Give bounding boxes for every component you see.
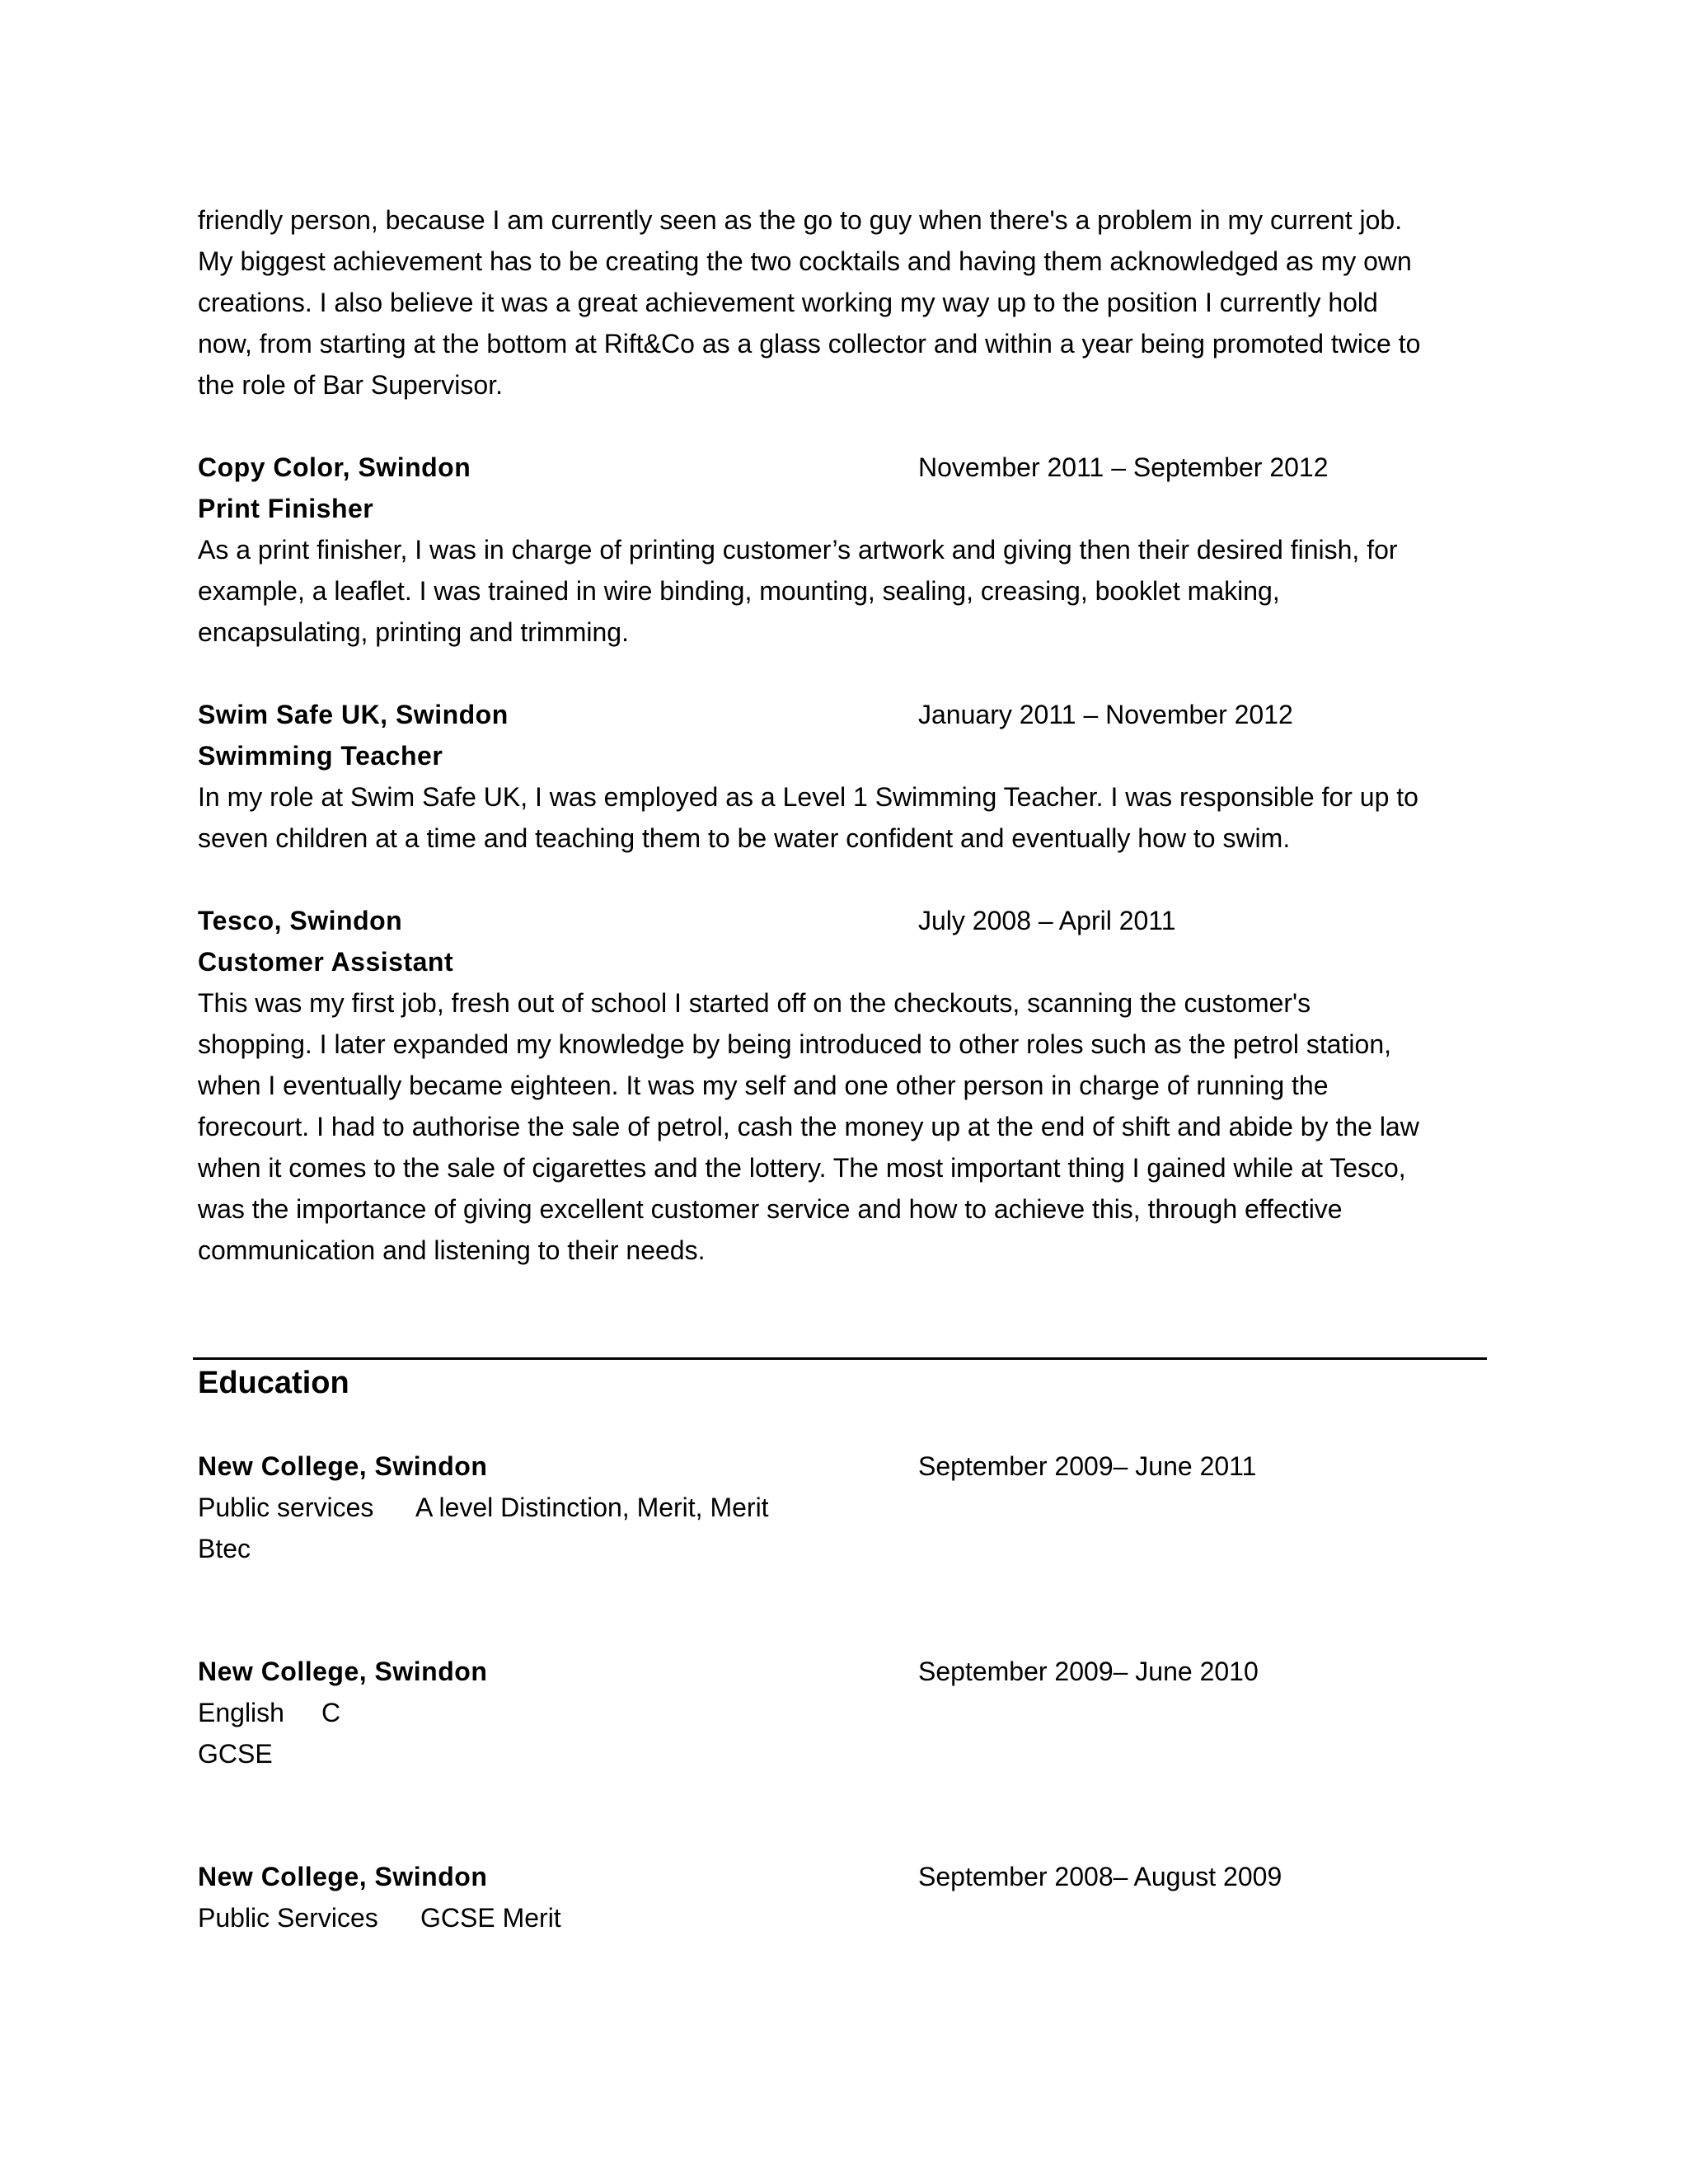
education-grade: A level Distinction, Merit, Merit <box>415 1493 769 1522</box>
education-subject: English <box>198 1698 284 1727</box>
job-description-line: encapsulating, printing and trimming. <box>198 617 629 647</box>
job-entry-copy-color <box>198 447 1484 653</box>
education-institution: New College, Swindon <box>198 1862 488 1891</box>
education-dates: September 2009– June 2011 <box>918 1451 1257 1481</box>
intro-line: friendly person, because I am currently seen as the go to guy when there's a problem in my current job. <box>198 205 1403 235</box>
education-subject-row <box>198 1487 1484 1528</box>
job-company: Swim Safe UK, Swindon <box>198 700 509 729</box>
education-dates: September 2008– August 2009 <box>918 1862 1282 1891</box>
education-header <box>198 1651 1484 1692</box>
job-header <box>198 900 1484 941</box>
job-header <box>198 694 1484 735</box>
job-description-line: when I eventually became eighteen. It was my self and one other person in charge of running the <box>198 1071 1329 1100</box>
job-description-line: example, a leaflet. I was trained in wire binding, mounting, sealing, creasing, booklet making, <box>198 576 1280 606</box>
job-description <box>198 529 1484 653</box>
job-dates: November 2011 – September 2012 <box>918 452 1329 482</box>
education-institution: New College, Swindon <box>198 1451 488 1481</box>
intro-line: now, from starting at the bottom at Rift&Co as a glass collector and within a year being promoted twice to <box>198 329 1421 359</box>
education-grade: GCSE Merit <box>420 1903 561 1933</box>
section-divider <box>193 1357 1487 1360</box>
job-role: Customer Assistant <box>198 947 454 977</box>
job-entry-tesco <box>198 900 1484 1271</box>
job-description-line: As a print finisher, I was in charge of printing customer’s artwork and giving then their desired finish, for <box>198 535 1398 565</box>
education-heading: Education <box>198 1366 349 1400</box>
job-description-line: forecourt. I had to authorise the sale of petrol, cash the money up at the end of shift and abide by the law <box>198 1112 1419 1141</box>
job-role: Print Finisher <box>198 494 374 523</box>
intro-line: creations. I also believe it was a great achievement working my way up to the position I currently hold <box>198 288 1378 317</box>
intro-paragraph <box>198 199 1484 405</box>
job-description-line: This was my first job, fresh out of school I started off on the checkouts, scanning the customer's <box>198 988 1311 1018</box>
education-header <box>198 1856 1484 1897</box>
intro-line: the role of Bar Supervisor. <box>198 370 503 400</box>
job-description-line: In my role at Swim Safe UK, I was employed as a Level 1 Swimming Teacher. I was responsible for up to <box>198 782 1418 812</box>
job-description-line: when it comes to the sale of cigarettes and the lottery. The most important thing I gained while at Tesco, <box>198 1153 1406 1183</box>
intro-line: My biggest achievement has to be creating the two cocktails and having them acknowledged as my own <box>198 246 1412 276</box>
education-qualification-label: Btec <box>198 1534 251 1563</box>
job-dates: January 2011 – November 2012 <box>918 700 1293 729</box>
job-description-line: seven children at a time and teaching them to be water confident and eventually how to swim. <box>198 823 1291 853</box>
job-description-line: was the importance of giving excellent customer service and how to achieve this, through effective <box>198 1194 1343 1224</box>
education-subject-row <box>198 1692 1484 1733</box>
education-qualification <box>198 1528 1484 1569</box>
job-header <box>198 447 1484 488</box>
education-header <box>198 1446 1484 1487</box>
education-qualification <box>198 1733 1484 1774</box>
job-description <box>198 982 1484 1271</box>
job-company: Copy Color, Swindon <box>198 452 471 482</box>
job-description-line: shopping. I later expanded my knowledge by being introduced to other roles such as the petrol station, <box>198 1029 1392 1059</box>
job-role: Swimming Teacher <box>198 741 443 771</box>
job-description-line: communication and listening to their needs. <box>198 1235 706 1265</box>
education-dates: September 2009– June 2010 <box>918 1657 1259 1686</box>
education-entry <box>198 1446 1484 1569</box>
education-entry <box>198 1651 1484 1774</box>
job-description <box>198 776 1484 859</box>
job-entry-swim-safe <box>198 694 1484 859</box>
job-dates: July 2008 – April 2011 <box>918 906 1176 935</box>
education-entry <box>198 1856 1484 1938</box>
education-qualification-label: GCSE <box>198 1739 273 1769</box>
job-company: Tesco, Swindon <box>198 906 403 935</box>
education-subject-row <box>198 1897 1484 1938</box>
education-grade: C <box>321 1698 341 1727</box>
education-institution: New College, Swindon <box>198 1657 488 1686</box>
education-subject: Public services <box>198 1493 374 1522</box>
education-subject: Public Services <box>198 1903 378 1933</box>
